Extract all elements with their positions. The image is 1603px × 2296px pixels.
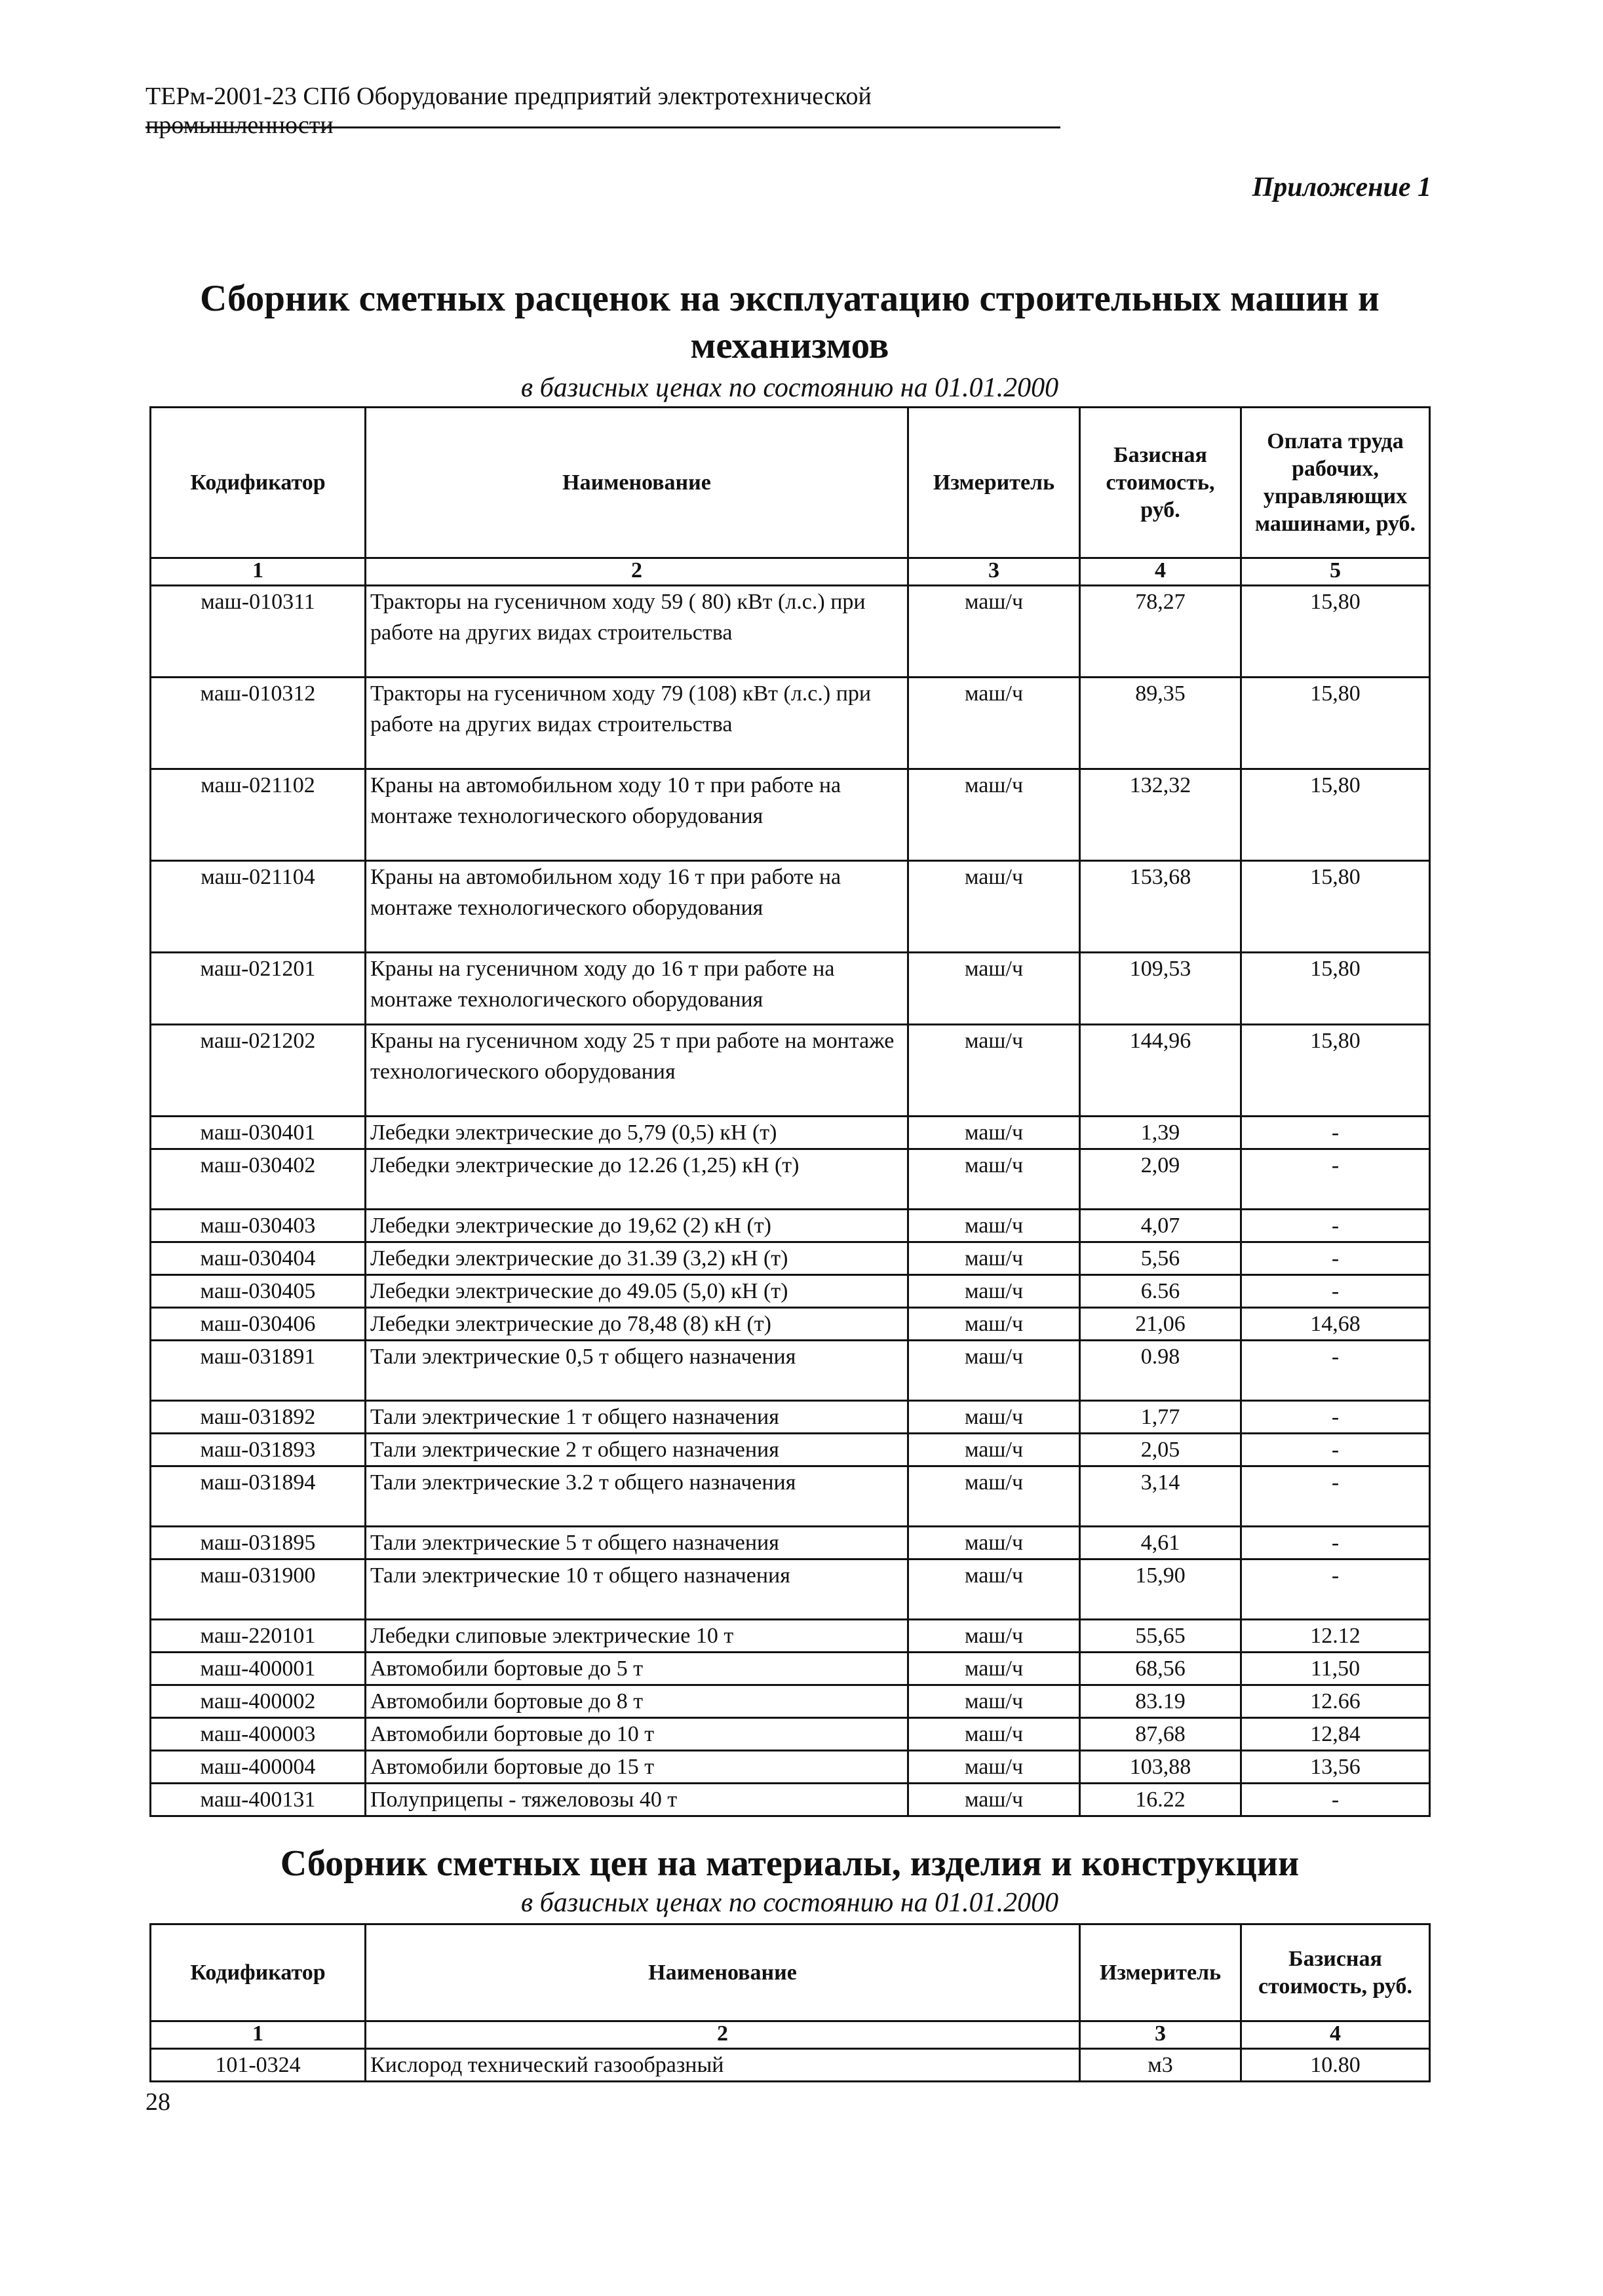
unit-cell: маш/ч bbox=[908, 1210, 1080, 1242]
labor-cell: 12.66 bbox=[1241, 1685, 1430, 1718]
cost-cell: 16.22 bbox=[1080, 1784, 1241, 1816]
cost-cell: 2,05 bbox=[1080, 1434, 1241, 1466]
unit-cell: маш/ч bbox=[908, 1401, 1080, 1434]
code-cell: маш-031892 bbox=[151, 1401, 366, 1434]
col-number: 3 bbox=[908, 558, 1080, 586]
col-number: 2 bbox=[366, 2021, 1080, 2049]
table-row bbox=[151, 1784, 1430, 1816]
cost-cell: 153,68 bbox=[1080, 861, 1241, 953]
table-row bbox=[151, 1117, 1430, 1149]
code-cell: маш-400002 bbox=[151, 1685, 366, 1718]
unit-cell: маш/ч bbox=[908, 1559, 1080, 1620]
section1-subtitle: в базисных ценах по состоянию на 01.01.2000 bbox=[520, 373, 1059, 403]
unit-cell: маш/ч bbox=[908, 1434, 1080, 1466]
name-cell: Тали электрические 1 т общего назначения bbox=[366, 1401, 908, 1434]
code-cell: маш-031900 bbox=[151, 1559, 366, 1620]
col-number: 3 bbox=[1080, 2021, 1241, 2049]
code-cell: маш-030402 bbox=[151, 1149, 366, 1210]
name-cell: Автомобили бортовые до 8 т bbox=[366, 1685, 908, 1718]
table-row bbox=[151, 1341, 1430, 1401]
labor-cell: - bbox=[1241, 1341, 1430, 1401]
cost-cell: 6.56 bbox=[1080, 1275, 1241, 1308]
code-cell: маш-021104 bbox=[151, 861, 366, 953]
unit-cell: м3 bbox=[1080, 2049, 1241, 2082]
cost-cell: 68,56 bbox=[1080, 1653, 1241, 1685]
table-row bbox=[151, 1685, 1430, 1718]
labor-cell: - bbox=[1241, 1149, 1430, 1210]
code-cell: маш-030401 bbox=[151, 1117, 366, 1149]
code-cell: маш-021102 bbox=[151, 769, 366, 861]
cost-cell: 4,07 bbox=[1080, 1210, 1241, 1242]
code-cell: маш-400004 bbox=[151, 1751, 366, 1784]
labor-cell: 15,80 bbox=[1241, 586, 1430, 678]
code-cell: маш-030403 bbox=[151, 1210, 366, 1242]
cost-cell: 15,90 bbox=[1080, 1559, 1241, 1620]
unit-cell: маш/ч bbox=[908, 1784, 1080, 1816]
name-cell: Тракторы на гусеничном ходу 79 (108) кВт (л.с.) при работе на других видах строительства bbox=[366, 678, 908, 769]
code-cell: маш-030405 bbox=[151, 1275, 366, 1308]
unit-cell: маш/ч bbox=[908, 1149, 1080, 1210]
labor-cell: - bbox=[1241, 1466, 1430, 1527]
unit-cell: маш/ч bbox=[908, 1341, 1080, 1401]
name-cell: Тали электрические 3.2 т общего назначения bbox=[366, 1466, 908, 1527]
col-header-cost: Базисная стоимость, руб. bbox=[1080, 408, 1241, 558]
name-cell: Лебедки электрические до 49.05 (5,0) кН (т) bbox=[366, 1275, 908, 1308]
unit-cell: маш/ч bbox=[908, 1527, 1080, 1559]
name-cell: Лебедки электрические до 5,79 (0,5) кН (т) bbox=[366, 1117, 908, 1149]
table-row bbox=[151, 1401, 1430, 1434]
col-number: 4 bbox=[1080, 558, 1241, 586]
table-row bbox=[151, 861, 1430, 953]
table-row bbox=[151, 1559, 1430, 1620]
table-row bbox=[151, 586, 1430, 678]
cost-cell: 55,65 bbox=[1080, 1620, 1241, 1653]
labor-cell: 11,50 bbox=[1241, 1653, 1430, 1685]
name-cell: Краны на автомобильном ходу 10 т при работе на монтаже технологического оборудования bbox=[366, 769, 908, 861]
cost-cell: 3,14 bbox=[1080, 1466, 1241, 1527]
name-cell: Краны на гусеничном ходу до 16 т при работе на монтаже технологического оборудования bbox=[366, 953, 908, 1025]
name-cell: Автомобили бортовые до 10 т bbox=[366, 1718, 908, 1751]
name-cell: Лебедки электрические до 78,48 (8) кН (т) bbox=[366, 1308, 908, 1341]
unit-cell: маш/ч bbox=[908, 586, 1080, 678]
section2-subtitle: в базисных ценах по состоянию на 01.01.2000 bbox=[520, 1888, 1059, 1918]
name-cell: Полуприцепы - тяжеловозы 40 т bbox=[366, 1784, 908, 1816]
unit-cell: маш/ч bbox=[908, 953, 1080, 1025]
col-number: 2 bbox=[366, 558, 908, 586]
table-row bbox=[151, 1653, 1430, 1685]
labor-cell: - bbox=[1241, 1559, 1430, 1620]
labor-cell: 15,80 bbox=[1241, 953, 1430, 1025]
cost-cell: 10.80 bbox=[1241, 2049, 1430, 2082]
cost-cell: 21,06 bbox=[1080, 1308, 1241, 1341]
cost-cell: 78,27 bbox=[1080, 586, 1241, 678]
unit-cell: маш/ч bbox=[908, 1685, 1080, 1718]
labor-cell: - bbox=[1241, 1527, 1430, 1559]
unit-cell: маш/ч bbox=[908, 1466, 1080, 1527]
col-header-cost: Базисная стоимость, руб. bbox=[1241, 1924, 1430, 2021]
code-cell: маш-030406 bbox=[151, 1308, 366, 1341]
machines-table bbox=[149, 406, 1431, 1817]
page-number: 28 bbox=[145, 2088, 170, 2116]
table-row bbox=[151, 2049, 1430, 2082]
code-cell: маш-400131 bbox=[151, 1784, 366, 1816]
labor-cell: - bbox=[1241, 1275, 1430, 1308]
appendix-label: Приложение 1 bbox=[1252, 172, 1431, 202]
table-row bbox=[151, 1620, 1430, 1653]
cost-cell: 132,32 bbox=[1080, 769, 1241, 861]
cost-cell: 87,68 bbox=[1080, 1718, 1241, 1751]
name-cell: Лебедки электрические до 12.26 (1,25) кН (т) bbox=[366, 1149, 908, 1210]
unit-cell: маш/ч bbox=[908, 1308, 1080, 1341]
name-cell: Кислород технический газообразный bbox=[366, 2049, 1080, 2082]
col-header-unit: Измеритель bbox=[1080, 1924, 1241, 2021]
cost-cell: 1,39 bbox=[1080, 1117, 1241, 1149]
cost-cell: 5,56 bbox=[1080, 1242, 1241, 1275]
labor-cell: 12.12 bbox=[1241, 1620, 1430, 1653]
table-row bbox=[151, 1308, 1430, 1341]
code-cell: маш-030404 bbox=[151, 1242, 366, 1275]
name-cell: Краны на гусеничном ходу 25 т при работе на монтаже технологического оборудования bbox=[366, 1025, 908, 1117]
cost-cell: 4,61 bbox=[1080, 1527, 1241, 1559]
col-header-name: Наименование bbox=[366, 1924, 1080, 2021]
code-cell: маш-031895 bbox=[151, 1527, 366, 1559]
labor-cell: - bbox=[1241, 1242, 1430, 1275]
cost-cell: 2,09 bbox=[1080, 1149, 1241, 1210]
section2-title: Сборник сметных цен на материалы, изделия и конструкции bbox=[280, 1843, 1300, 1884]
section1-title: Сборник сметных расценок на эксплуатацию строительных машин и механизмов bbox=[200, 278, 1380, 366]
code-cell: маш-400003 bbox=[151, 1718, 366, 1751]
name-cell: Автомобили бортовые до 15 т bbox=[366, 1751, 908, 1784]
table-row bbox=[151, 1242, 1430, 1275]
name-cell: Тали электрические 10 т общего назначения bbox=[366, 1559, 908, 1620]
name-cell: Лебедки электрические до 19,62 (2) кН (т) bbox=[366, 1210, 908, 1242]
name-cell: Лебедки слиповые электрические 10 т bbox=[366, 1620, 908, 1653]
labor-cell: 15,80 bbox=[1241, 678, 1430, 769]
col-header-code: Кодификатор bbox=[151, 408, 366, 558]
unit-cell: маш/ч bbox=[908, 1751, 1080, 1784]
table-row bbox=[151, 769, 1430, 861]
unit-cell: маш/ч bbox=[908, 1025, 1080, 1117]
table-row bbox=[151, 678, 1430, 769]
table-row bbox=[151, 953, 1430, 1025]
table-row bbox=[151, 1718, 1430, 1751]
cost-cell: 103,88 bbox=[1080, 1751, 1241, 1784]
labor-cell: 15,80 bbox=[1241, 1025, 1430, 1117]
cost-cell: 109,53 bbox=[1080, 953, 1241, 1025]
cost-cell: 89,35 bbox=[1080, 678, 1241, 769]
col-header-unit: Измеритель bbox=[908, 408, 1080, 558]
table-row bbox=[151, 1527, 1430, 1559]
unit-cell: маш/ч bbox=[908, 1242, 1080, 1275]
code-cell: маш-031893 bbox=[151, 1434, 366, 1466]
table-row bbox=[151, 1210, 1430, 1242]
table-row bbox=[151, 1025, 1430, 1117]
labor-cell: 15,80 bbox=[1241, 769, 1430, 861]
col-number: 5 bbox=[1241, 558, 1430, 586]
col-number: 4 bbox=[1241, 2021, 1430, 2049]
labor-cell: - bbox=[1241, 1434, 1430, 1466]
labor-cell: - bbox=[1241, 1784, 1430, 1816]
unit-cell: маш/ч bbox=[908, 1718, 1080, 1751]
labor-cell: 12,84 bbox=[1241, 1718, 1430, 1751]
labor-cell: - bbox=[1241, 1401, 1430, 1434]
col-number: 1 bbox=[151, 558, 366, 586]
code-cell: маш-021202 bbox=[151, 1025, 366, 1117]
unit-cell: маш/ч bbox=[908, 1620, 1080, 1653]
materials-table bbox=[149, 1923, 1431, 2082]
code-cell: маш-031894 bbox=[151, 1466, 366, 1527]
cost-cell: 144,96 bbox=[1080, 1025, 1241, 1117]
cost-cell: 83.19 bbox=[1080, 1685, 1241, 1718]
cost-cell: 1,77 bbox=[1080, 1401, 1241, 1434]
labor-cell: 14,68 bbox=[1241, 1308, 1430, 1341]
name-cell: Автомобили бортовые до 5 т bbox=[366, 1653, 908, 1685]
col-header-name: Наименование bbox=[366, 408, 908, 558]
cost-cell: 0.98 bbox=[1080, 1341, 1241, 1401]
code-cell: 101-0324 bbox=[151, 2049, 366, 2082]
code-cell: маш-010312 bbox=[151, 678, 366, 769]
document-header: ТЕРм-2001-23 СПб Оборудование предприятий электротехнической промышленности bbox=[145, 83, 872, 139]
labor-cell: - bbox=[1241, 1117, 1430, 1149]
table-row bbox=[151, 1434, 1430, 1466]
header-rule bbox=[145, 126, 1060, 128]
code-cell: маш-220101 bbox=[151, 1620, 366, 1653]
unit-cell: маш/ч bbox=[908, 1275, 1080, 1308]
unit-cell: маш/ч bbox=[908, 1117, 1080, 1149]
unit-cell: маш/ч bbox=[908, 861, 1080, 953]
code-cell: маш-010311 bbox=[151, 586, 366, 678]
name-cell: Краны на автомобильном ходу 16 т при работе на монтаже технологического оборудования bbox=[366, 861, 908, 953]
unit-cell: маш/ч bbox=[908, 769, 1080, 861]
col-number: 1 bbox=[151, 2021, 366, 2049]
table-row bbox=[151, 1466, 1430, 1527]
name-cell: Лебедки электрические до 31.39 (3,2) кН (т) bbox=[366, 1242, 908, 1275]
col-header-code: Кодификатор bbox=[151, 1924, 366, 2021]
code-cell: маш-021201 bbox=[151, 953, 366, 1025]
code-cell: маш-400001 bbox=[151, 1653, 366, 1685]
table-row bbox=[151, 1149, 1430, 1210]
name-cell: Тракторы на гусеничном ходу 59 ( 80) кВт (л.с.) при работе на других видах строительства bbox=[366, 586, 908, 678]
name-cell: Тали электрические 5 т общего назначения bbox=[366, 1527, 908, 1559]
labor-cell: - bbox=[1241, 1210, 1430, 1242]
unit-cell: маш/ч bbox=[908, 1653, 1080, 1685]
table-row bbox=[151, 1751, 1430, 1784]
code-cell: маш-031891 bbox=[151, 1341, 366, 1401]
col-header-labor: Оплата труда рабочих, управляющих машинами, руб. bbox=[1241, 408, 1430, 558]
name-cell: Тали электрические 2 т общего назначения bbox=[366, 1434, 908, 1466]
unit-cell: маш/ч bbox=[908, 678, 1080, 769]
table-row bbox=[151, 1275, 1430, 1308]
labor-cell: 13,56 bbox=[1241, 1751, 1430, 1784]
name-cell: Тали электрические 0,5 т общего назначения bbox=[366, 1341, 908, 1401]
labor-cell: 15,80 bbox=[1241, 861, 1430, 953]
